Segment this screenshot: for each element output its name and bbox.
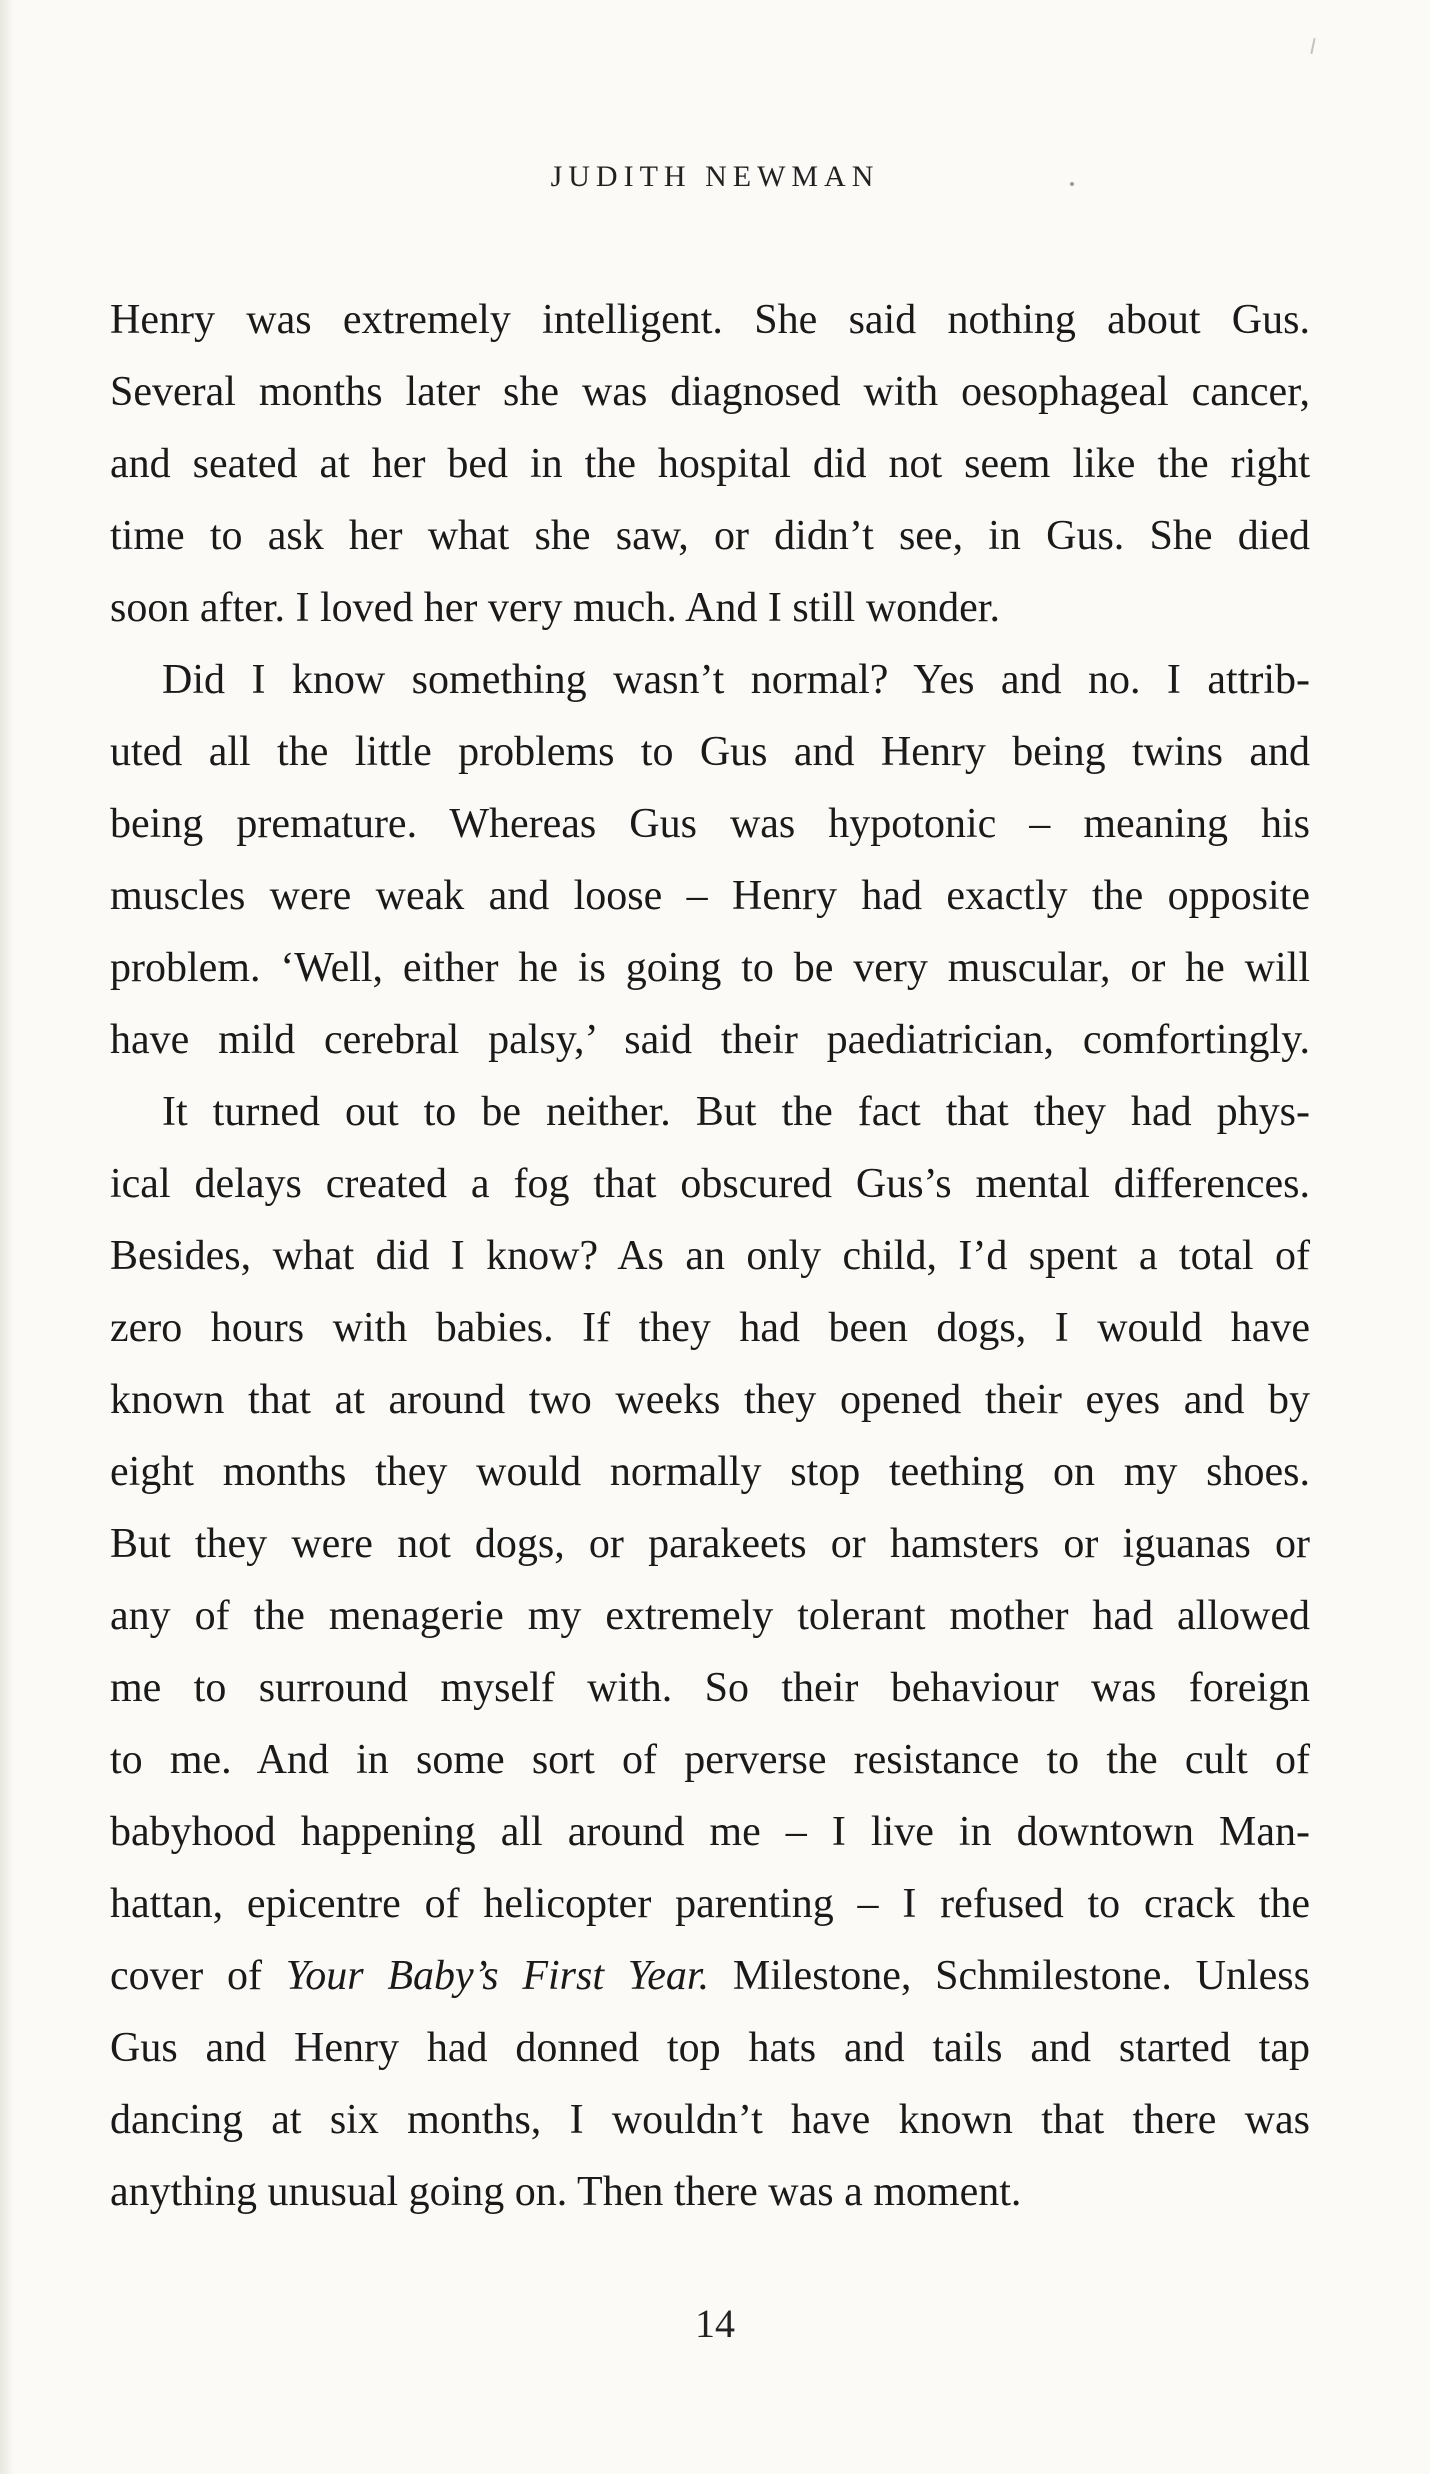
text-line: zero hours with babies. If they had been dogs, I would have xyxy=(110,1305,1310,1351)
text-line: Henry was extremely intelligent. She said nothing about Gus. xyxy=(110,297,1310,343)
text-line: and seated at her bed in the hospital did not seem like the right xyxy=(110,441,1310,487)
print-speck xyxy=(1070,182,1074,186)
print-mark xyxy=(1310,38,1315,54)
text-line: time to ask her what she saw, or didn’t see, in Gus. She died xyxy=(110,513,1310,559)
running-head: JUDITH NEWMAN xyxy=(550,160,880,193)
text-line: soon after. I loved her very much. And I still wonder. xyxy=(110,585,1000,631)
text-line: Besides, what did I know? As an only child, I’d spent a total of xyxy=(110,1233,1310,1279)
text-line: problem. ‘Well, either he is going to be very muscular, or he will xyxy=(110,945,1310,991)
text-line: But they were not dogs, or parakeets or hamsters or iguanas or xyxy=(110,1521,1310,1567)
text-line: me to surround myself with. So their behaviour was foreign xyxy=(110,1665,1310,1711)
text-segment: cover of xyxy=(110,1953,286,1999)
text-line: have mild cerebral palsy,’ said their paediatrician, comfortingly. xyxy=(110,1017,1310,1063)
text-line: to me. And in some sort of perverse resistance to the cult of xyxy=(110,1737,1310,1783)
text-line: Several months later she was diagnosed with oesophageal cancer, xyxy=(110,369,1310,415)
text-line: Gus and Henry had donned top hats and tails and started tap xyxy=(110,2025,1310,2071)
text-line-with-book-title xyxy=(110,1940,1310,2012)
page-number: 14 xyxy=(695,2301,735,2346)
page-edge-shadow xyxy=(0,0,14,2474)
paragraph-first-line: It turned out to be neither. But the fact that they had phys- xyxy=(162,1089,1310,1135)
text-line: hattan, epicentre of helicopter parenting – I refused to crack the xyxy=(110,1881,1310,1927)
body-text xyxy=(110,284,1310,2228)
book-title: Your Baby’s First Year. xyxy=(285,1953,710,1999)
text-line: anything unusual going on. Then there was a moment. xyxy=(110,2169,1022,2215)
text-line: muscles were weak and loose – Henry had exactly the opposite xyxy=(110,873,1310,919)
paragraph-first-line: Did I know something wasn’t normal? Yes and no. I attrib- xyxy=(162,657,1310,703)
text-line: uted all the little problems to Gus and Henry being twins and xyxy=(110,729,1310,775)
text-line: known that at around two weeks they opened their eyes and by xyxy=(110,1377,1310,1423)
text-line: ical delays created a fog that obscured Gus’s mental differences. xyxy=(110,1161,1310,1207)
text-line: any of the menagerie my extremely tolerant mother had allowed xyxy=(110,1593,1310,1639)
text-line: babyhood happening all around me – I live in downtown Man- xyxy=(110,1809,1310,1855)
text-line: eight months they would normally stop teething on my shoes. xyxy=(110,1449,1310,1495)
text-line: being premature. Whereas Gus was hypotonic – meaning his xyxy=(110,801,1310,847)
text-segment: Milestone, Schmilestone. Unless xyxy=(709,1953,1310,1999)
text-line: dancing at six months, I wouldn’t have known that there was xyxy=(110,2097,1310,2143)
